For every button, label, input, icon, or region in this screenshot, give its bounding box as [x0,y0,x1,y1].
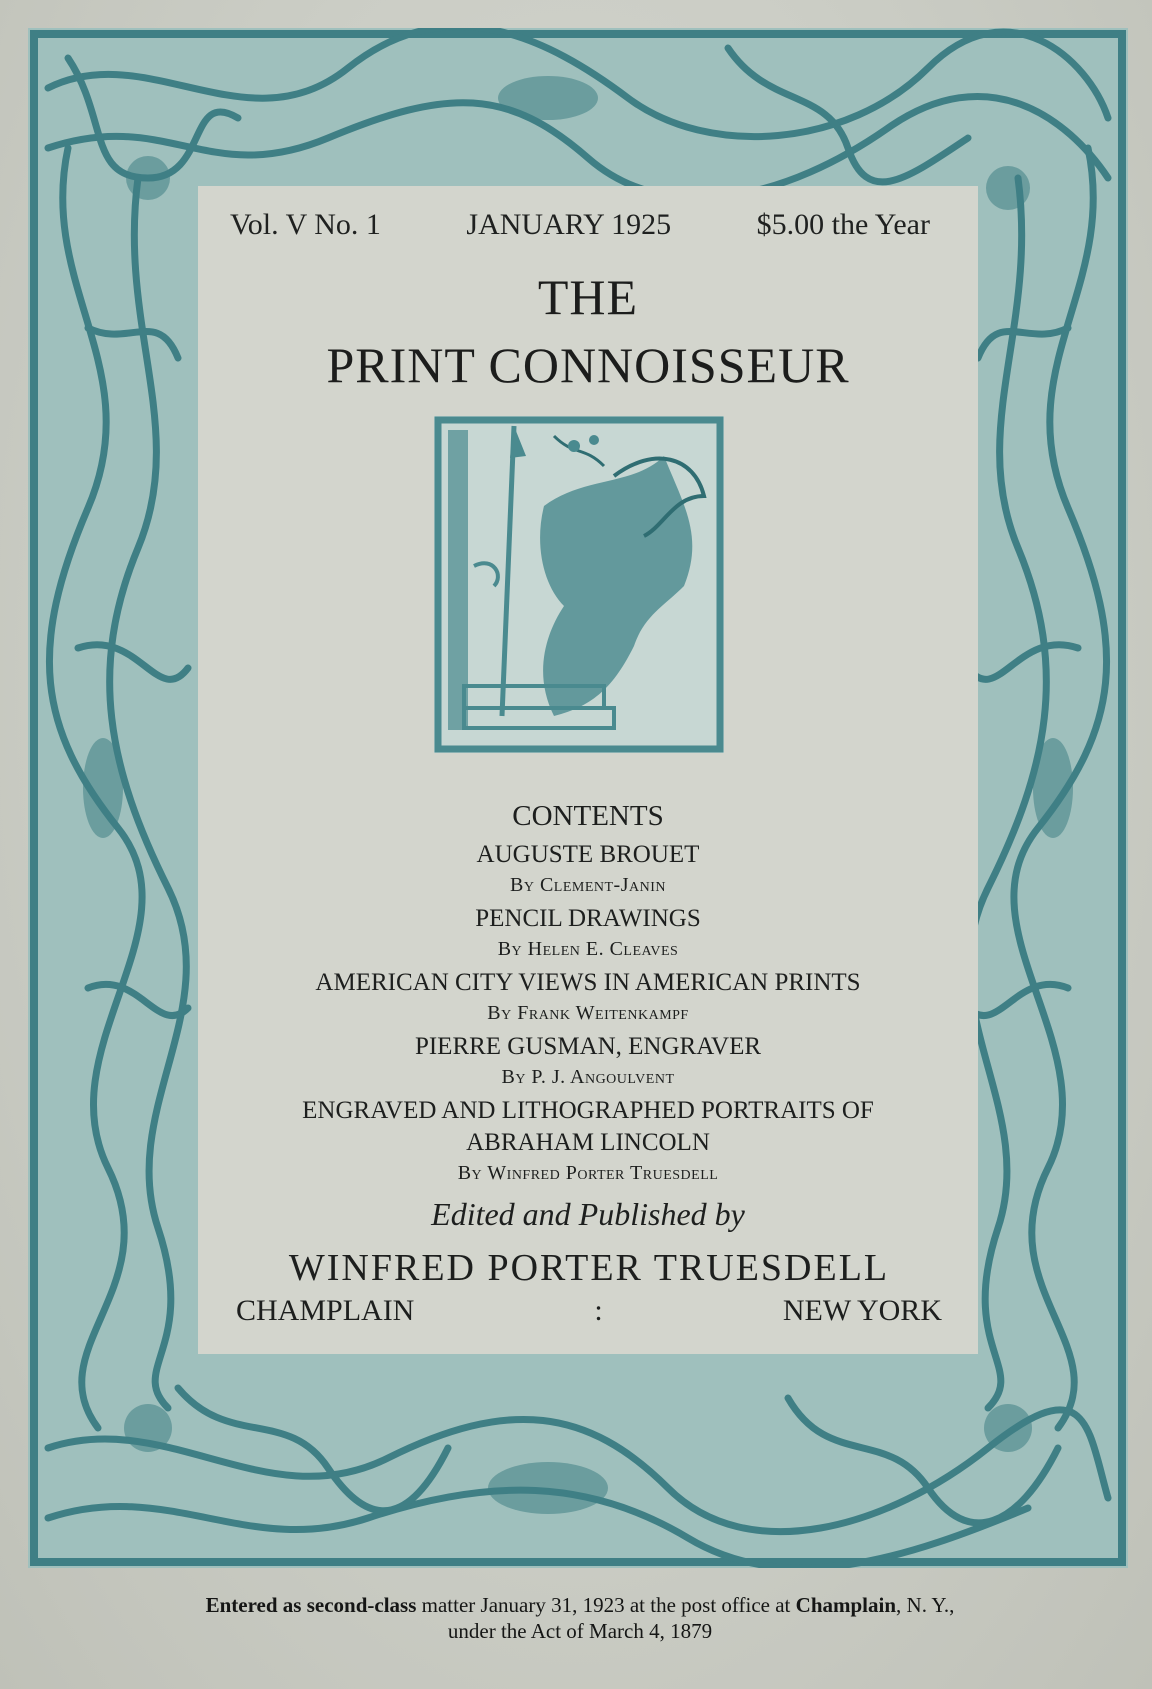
location-separator: : [594,1294,603,1327]
issue-date: JANUARY 1925 [466,208,672,241]
article-title: AMERICAN CITY VIEWS IN AMERICAN PRINTS [315,969,861,996]
publisher-location [236,1294,942,1328]
publisher-name: WINFRED PORTER TRUESDELL [288,1247,890,1289]
article-author: By Winfred Porter Truesdell [457,1162,719,1184]
title-line-2: PRINT CONNOISSEUR [326,337,850,393]
post-office-name: Champlain [795,1593,897,1617]
article-title: AUGUSTE BROUET [476,841,700,868]
entry-class: Entered as second-class [205,1593,417,1617]
list-item [198,839,978,899]
griffin-woodcut-icon [434,416,724,753]
list-item [198,967,978,1027]
table-of-contents [198,800,978,1191]
city: CHAMPLAIN [236,1294,415,1327]
list-item [198,903,978,963]
volume-number: Vol. V No. 1 [230,208,381,241]
article-author: By Helen E. Cleaves [497,938,679,960]
postal-notice-line-2: under the Act of March 4, 1879 [447,1619,713,1643]
article-author: By Frank Weitenkampf [487,1002,689,1024]
postal-notice-line-1 [60,1592,1100,1618]
contents-heading: CONTENTS [512,800,664,832]
edited-by-label: Edited and Published by [431,1196,745,1232]
issue-header [230,208,930,242]
subscription-price: $5.00 the Year [756,208,930,241]
list-item [198,1031,978,1091]
article-title-continued: ABRAHAM LINCOLN [466,1129,710,1156]
article-author: By P. J. Angoulvent [501,1066,675,1088]
title-line-1: THE [537,269,639,325]
list-item [198,1095,978,1187]
entry-text: matter January 31, 1923 at the post office at [416,1593,796,1617]
state: NEW YORK [782,1294,942,1327]
article-title: ENGRAVED AND LITHOGRAPHED PORTRAITS OF [302,1097,874,1124]
article-title: PENCIL DRAWINGS [475,905,701,932]
article-title: PIERRE GUSMAN, ENGRAVER [414,1033,762,1060]
post-office-state: , N. Y., [896,1593,955,1617]
article-author: By Clement-Janin [510,874,666,896]
postal-notice [60,1592,1100,1644]
